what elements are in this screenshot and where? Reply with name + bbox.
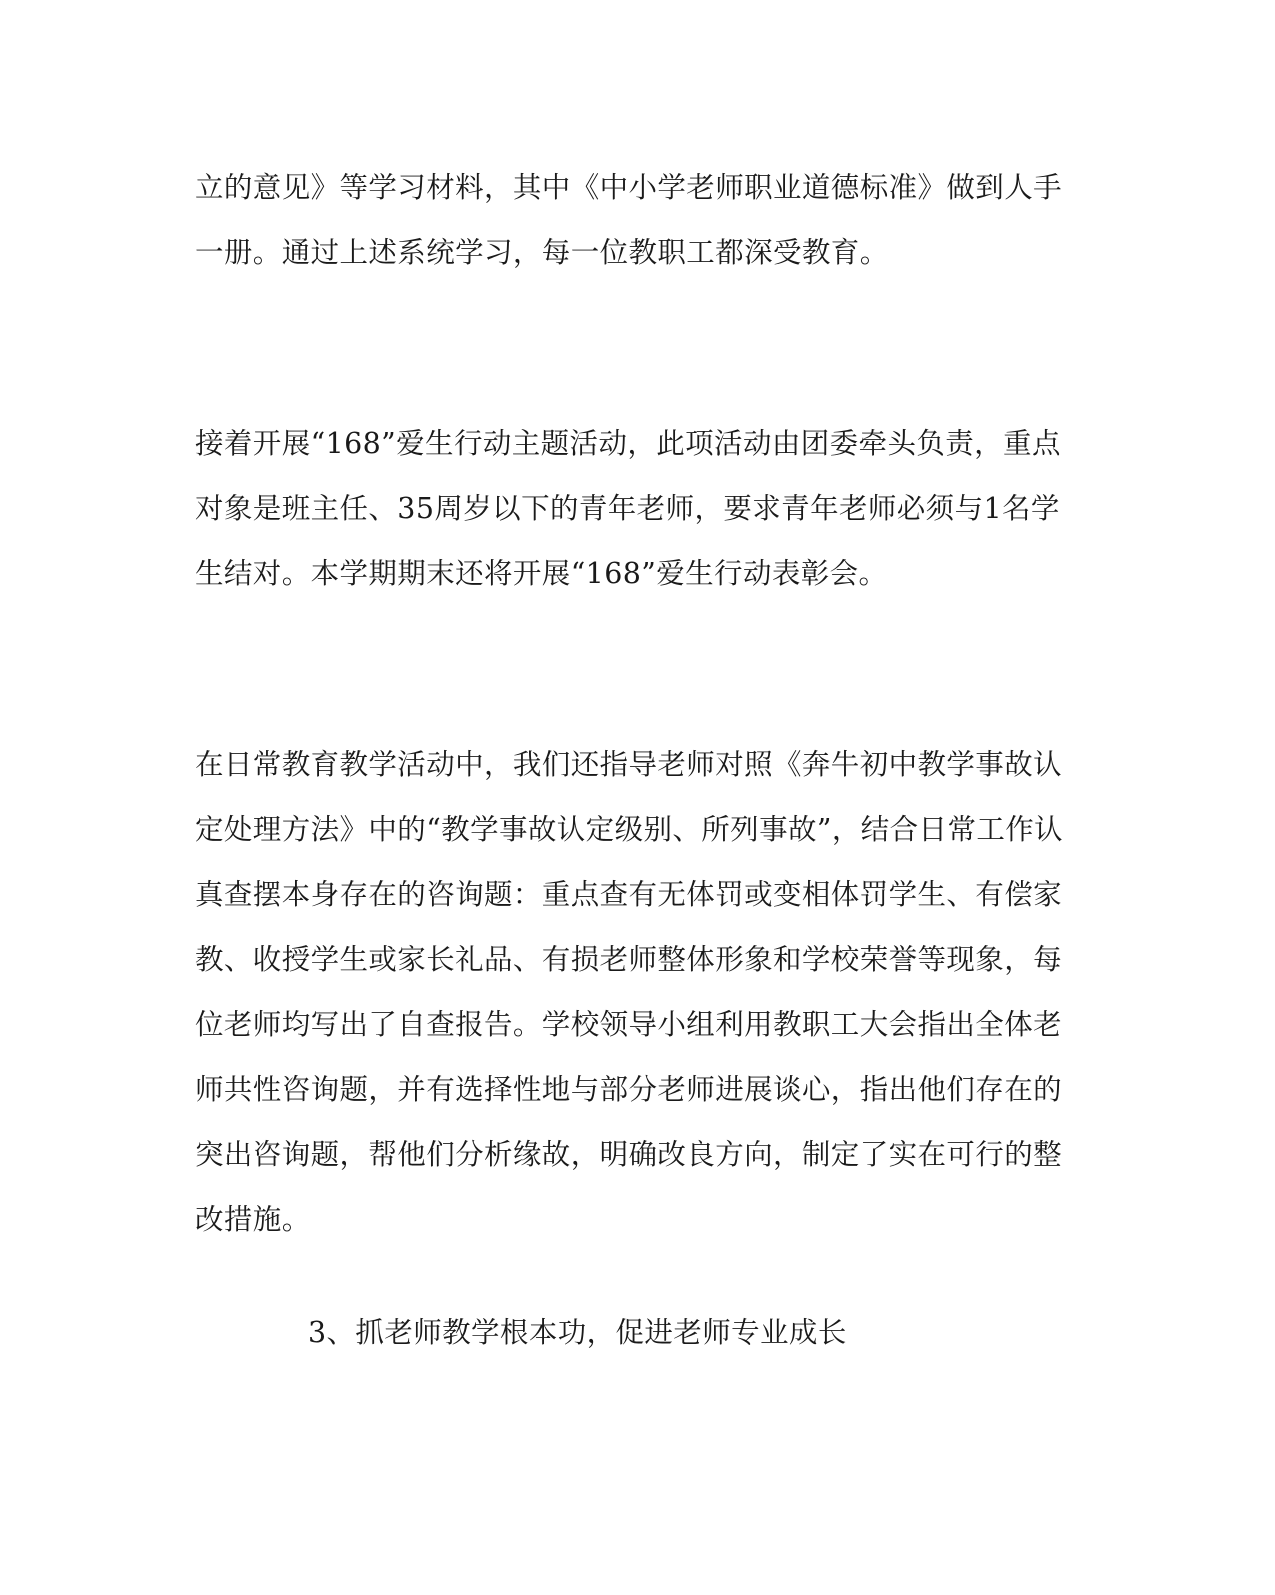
text-line: 突出咨询题，帮他们分析缘故，明确改良方向，制定了实在可行的整	[195, 1138, 1063, 1171]
text-line: 改措施。	[195, 1203, 311, 1236]
paragraph-study-materials	[195, 155, 1063, 285]
text-line: 教、收授学生或家长礼品、有损老师整体形象和学校荣誉等现象，每	[195, 943, 1063, 976]
text-line: 位老师均写出了自查报告。学校领导小组利用教职工大会指出全体老	[195, 1008, 1063, 1041]
text-line: 在日常教育教学活动中，我们还指导老师对照《奔牛初中教学事故认	[195, 748, 1063, 781]
text-line: 师共性咨询题，并有选择性地与部分老师进展谈心，指出他们存在的	[195, 1073, 1063, 1106]
text-line: 真查摆本身存在的咨询题：重点查有无体罚或变相体罚学生、有偿家	[195, 878, 1063, 911]
text-line: 一册。通过上述系统学习，每一位教职工都深受教育。	[195, 236, 889, 269]
section-heading: 3、抓老师教学根本功，促进老师专业成长	[308, 1316, 847, 1349]
text-line: 定处理方法》中的“教学事故认定级别、所列事故”，结合日常工作认	[195, 813, 1064, 846]
text-line: 立的意见》等学习材料，其中《中小学老师职业道德标准》做到人手	[195, 171, 1063, 204]
paragraph-168-activity	[195, 411, 1061, 606]
text-line: 对象是班主任、35周岁以下的青年老师，要求青年老师必须与1名学	[195, 492, 1060, 525]
paragraph-self-inspection	[195, 732, 1064, 1252]
text-line: 生结对。本学期期末还将开展“168”爱生行动表彰会。	[195, 557, 888, 590]
text-line: 接着开展“168”爱生行动主题活动，此项活动由团委牵头负责，重点	[195, 427, 1061, 460]
